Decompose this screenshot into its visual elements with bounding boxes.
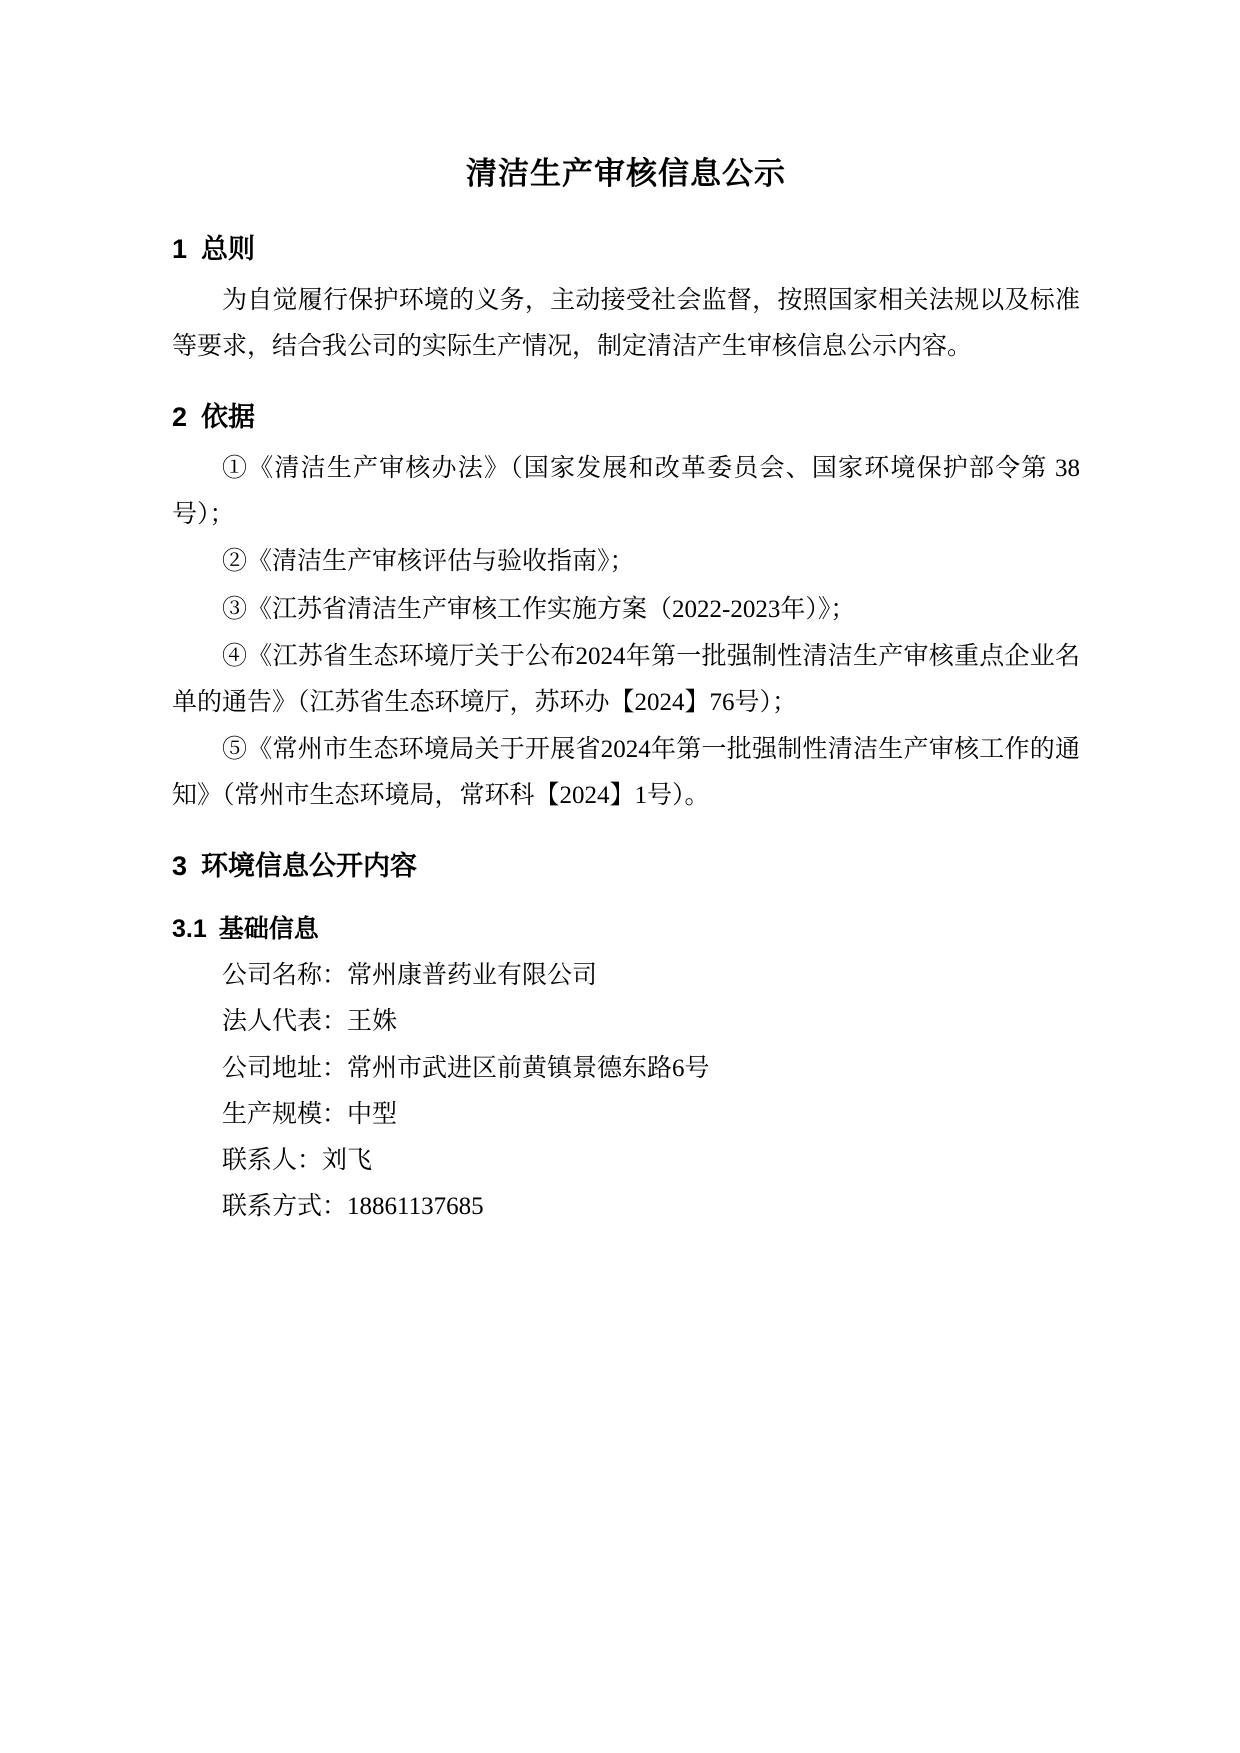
list-item [222, 1184, 1080, 1230]
info-value-company-name: 常州康普药业有限公司 [347, 962, 598, 989]
info-label-company-name: 公司名称： [222, 962, 348, 989]
section-heading-3-1 [172, 909, 1080, 945]
section-number-1: 1 [172, 234, 188, 264]
page-title: 清洁生产审核信息公示 [466, 156, 786, 191]
section-1-paragraph-1: 为自觉履行保护环境的义务，主动接受社会监督，按照国家相关法规以及标准等要求，结合我公司的实际生产情况，制定清洁产生审核信息公示内容。 [172, 287, 1080, 360]
info-label-contact-phone: 联系方式： [222, 1193, 348, 1221]
section-2-paragraph-1: ①《清洁生产审核办法》（国家发展和改革委员会、国家环境保护部令第 38 号）； [172, 455, 1080, 528]
info-label-legal-representative: 法人代表： [222, 1008, 348, 1036]
section-heading-1 [172, 227, 1080, 266]
section-2-paragraph-5: ⑤《常州市生态环境局关于开展省2024年第一批强制性清洁生产审核工作的通知》（常州市生态环境局，常环科【2024】1号）。 [172, 736, 1080, 809]
section-title-3: 环境信息公开内容 [201, 851, 418, 881]
list-item [222, 999, 1080, 1045]
section-2-paragraph-2: ②《清洁生产审核评估与验收指南》； [222, 548, 635, 575]
section-heading-3 [172, 844, 1080, 883]
list-item [222, 953, 1080, 999]
section-number-3-1: 3.1 [172, 915, 207, 943]
info-label-production-scale: 生产规模： [222, 1100, 348, 1128]
info-label-contact-person: 联系人： [222, 1147, 323, 1174]
section-number-2: 2 [172, 402, 188, 432]
section-heading-2 [172, 395, 1080, 434]
section-2-paragraph-3: ③《江苏省清洁生产审核工作实施方案（2022-2023年）》； [222, 595, 856, 623]
list-item [222, 1092, 1080, 1138]
section-title-3-1: 基础信息 [218, 915, 319, 943]
info-value-legal-representative: 王姝 [347, 1008, 398, 1036]
section-2-paragraph-4: ④《江苏省生态环境厅关于公布2024年第一批强制性清洁生产审核重点企业名单的通告》（江苏省生态环境厅，苏环办【2024】76号）； [172, 643, 1080, 716]
info-value-address: 常州市武进区前黄镇景德东路6号 [347, 1054, 710, 1082]
section-number-3: 3 [172, 851, 188, 881]
list-item [222, 1138, 1080, 1184]
basic-info-list [172, 953, 1080, 1231]
info-label-address: 公司地址： [222, 1054, 348, 1082]
section-title-1: 总则 [201, 234, 256, 264]
info-value-production-scale: 中型 [347, 1100, 398, 1128]
info-value-contact-person: 刘飞 [322, 1147, 373, 1174]
list-item [222, 1046, 1080, 1092]
info-value-contact-phone: 18861137685 [347, 1193, 484, 1221]
section-title-2: 依据 [201, 402, 256, 432]
